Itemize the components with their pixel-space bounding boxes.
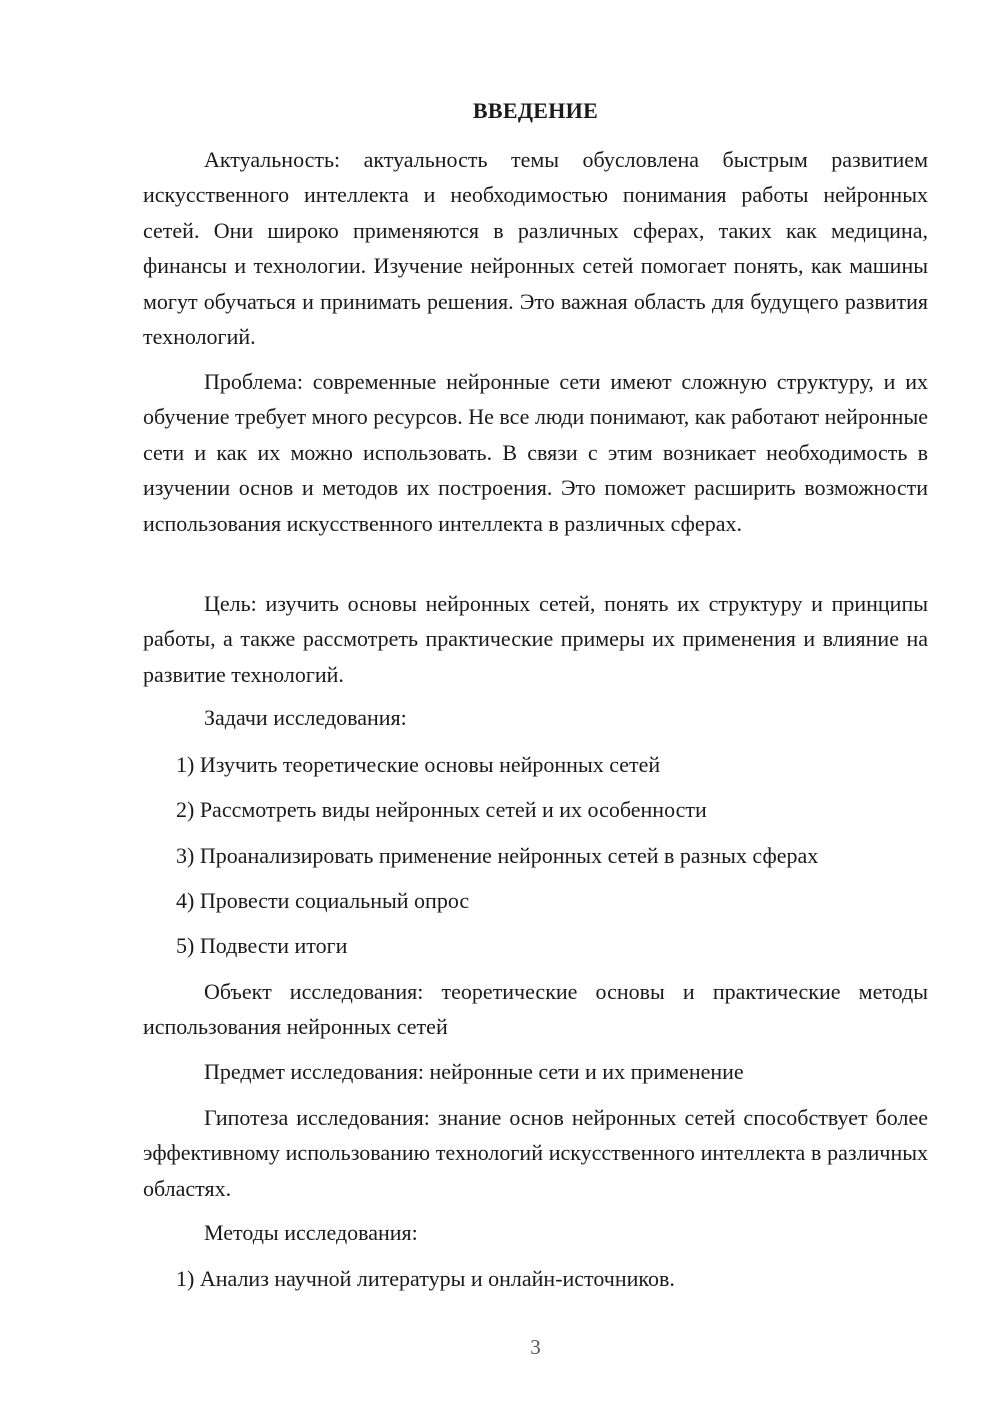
- hypothesis-paragraph: Гипотеза исследования: знание основ нейронных сетей способствует более эффективному использованию технологий искусственного интеллекта в различных областях.: [143, 1105, 928, 1201]
- method-item: 1) Анализ научной литературы и онлайн-источников.: [176, 1266, 675, 1291]
- task-item: 3) Проанализировать применение нейронных сетей в разных сферах: [176, 843, 819, 868]
- task-item: 2) Рассмотреть виды нейронных сетей и их особенности: [176, 797, 707, 822]
- problem-paragraph: Проблема: современные нейронные сети имеют сложную структуру, и их обучение требует много ресурсов. Не все люди понимают, как работают нейронные сети и как их можно использовать. В связи с этим возникает необходимость в изучении основ и методов их построения. Это поможет расширить возможности использования искусственного интеллекта в различных сферах.: [143, 369, 928, 536]
- section-title: ВВЕДЕНИЕ: [472, 98, 599, 123]
- task-item: 1) Изучить теоретические основы нейронных сетей: [176, 752, 661, 777]
- task-item: 4) Провести социальный опрос: [176, 888, 470, 913]
- page-number: 3: [530, 1335, 541, 1359]
- methods-heading: Методы исследования:: [204, 1220, 418, 1245]
- object-paragraph: Объект исследования: теоретические основы и практические методы использования нейронных сетей: [143, 979, 928, 1040]
- relevance-paragraph: Актуальность: актуальность темы обусловлена быстрым развитием искусственного интеллекта и необходимостью понимания работы нейронных сетей. Они широко применяются в различных сферах, таких как медицина, финансы и технологии. Изучение нейронных сетей помогает понять, как машины могут обучаться и принимать решения. Это важная область для будущего развития технологий.: [143, 147, 928, 350]
- tasks-heading: Задачи исследования:: [204, 705, 407, 730]
- task-item: 5) Подвести итоги: [176, 933, 348, 958]
- document-page: [143, 0, 928, 1414]
- subject-paragraph: Предмет исследования: нейронные сети и их применение: [204, 1059, 744, 1084]
- goal-paragraph: Цель: изучить основы нейронных сетей, понять их структуру и принципы работы, а также рассмотреть практические примеры их применения и влияние на развитие технологий.: [143, 591, 928, 687]
